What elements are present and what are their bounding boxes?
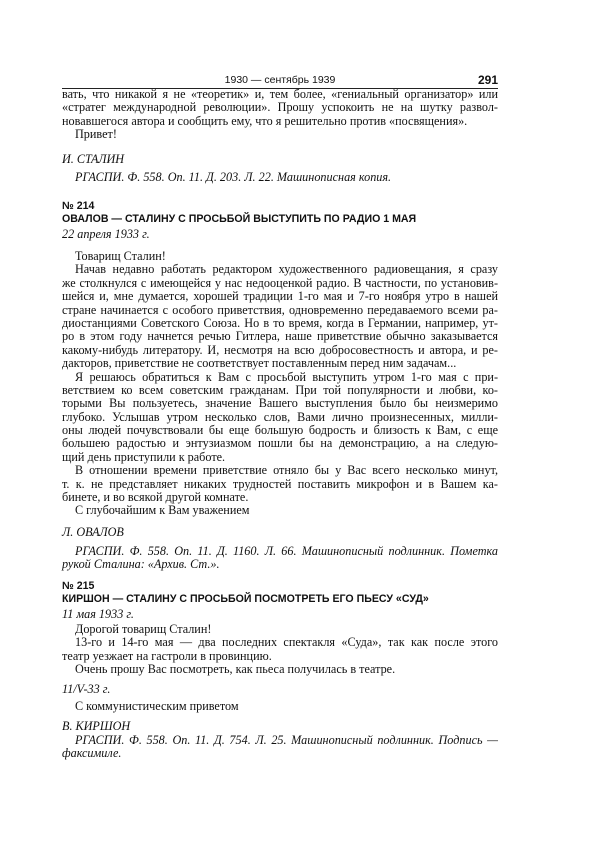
- text-line: ро в этом году начнется речью Гитлера, наше приветствие обычно заказывается: [62, 329, 498, 344]
- text-line: рукой Сталина: «Архив. Ст.».: [62, 557, 220, 572]
- text-line: «стратег международной революции». Прошу успокоить не на шутку развол-: [62, 100, 498, 115]
- paragraph: [62, 250, 498, 518]
- text-line: шейся и, мне думается, хорошей традиции 1-го мая и 7-го ноября утро в нашей: [62, 289, 498, 304]
- text-line: Товарищ Сталин!: [75, 249, 166, 263]
- text-line: ОВАЛОВ — СТАЛИНУ С ПРОСЬБОЙ ВЫСТУПИТЬ ПО РАДИО 1 МАЯ: [62, 213, 417, 225]
- text-line: 22 апреля 1933 г.: [62, 227, 150, 241]
- text-line: С коммунистическим приветом: [75, 699, 239, 713]
- text-line: В. КИРШОН: [62, 719, 131, 733]
- text-line: В отношении времени приветствие отняло бы у Вас всего несколько минут,: [75, 463, 498, 478]
- document-date: [62, 228, 498, 241]
- text-line: диостанциями Советского Союза. Но в то время, когда в Германии, например, ут-: [62, 315, 498, 330]
- document-title: [62, 213, 498, 226]
- text-line: Л. ОВАЛОВ: [62, 525, 124, 539]
- text-line: Очень прошу Вас посмотреть, как пьеса получилась в театре.: [75, 662, 396, 677]
- text-line: большею радостью и энтузиазмом пошли бы на демонстрацию, а на следую-: [62, 436, 498, 451]
- running-header: [62, 74, 498, 87]
- text-line: т. к. не представляет никаких трудностей поставить микрофон и в Вашем ка-: [62, 476, 498, 491]
- signature: [62, 526, 498, 539]
- paragraph: [62, 623, 498, 677]
- text-line: № 214: [62, 200, 95, 212]
- text-line: Привет!: [75, 127, 117, 142]
- text-line: КИРШОН — СТАЛИНУ С ПРОСЬБОЙ ПОСМОТРЕТЬ ЕГО ПЬЕСУ «СУД»: [62, 593, 429, 605]
- text-line: театр уезжает на гастроли в провинцию.: [62, 648, 272, 663]
- text-line: РГАСПИ. Ф. 558. Оп. 11. Д. 1160. Л. 66. Машинописный подлинник. Пометка: [75, 544, 498, 558]
- text-line: же столкнулся с имеющейся у нас недооценкой радио. В частности, по установив-: [62, 275, 498, 290]
- archive-source: [62, 171, 498, 184]
- text-line: 11 мая 1933 г.: [62, 607, 134, 621]
- text-line: Начав недавно работать редактором художественного радиовещания, я сразу: [75, 262, 498, 277]
- text-line: Дорогой товарищ Сталин!: [75, 622, 212, 636]
- text-line: Я решаюсь обратиться к Вам с просьбой выступить утром 1-го мая с при-: [75, 369, 498, 384]
- text-line: РГАСПИ. Ф. 558. Оп. 11. Д. 203. Л. 22. Машинописная копия.: [75, 170, 392, 184]
- signature: [62, 720, 498, 733]
- text-line: вать, что никакой я не «теоретик» и, тем более, «гениальный организатор» или: [62, 87, 498, 101]
- text-line: РГАСПИ. Ф. 558. Оп. 11. Д. 754. Л. 25. Машинописный подлинник. Подпись —: [75, 733, 498, 747]
- text-line: новавшегося автора и сообщить ему, что я решительно против «посвящения».: [62, 113, 468, 128]
- document-number: [62, 580, 498, 593]
- running-title: 1930 — сентябрь 1939: [224, 74, 336, 86]
- document-date: [62, 683, 498, 696]
- text-line: стране начинается с особого приветствия, одновременно передаваемого всеми ра-: [62, 302, 498, 317]
- document-date: [62, 608, 498, 621]
- archive-source: [62, 545, 498, 572]
- text-line: 11/V-33 г.: [62, 682, 111, 696]
- signature: [62, 153, 498, 166]
- document-title: [62, 593, 498, 606]
- text-line: глубоко. Услышав утром несколько слов, Вами лично произнесенных, милли-: [62, 409, 498, 424]
- text-line: факсимиле.: [62, 746, 122, 761]
- text-line: № 215: [62, 580, 95, 592]
- text-line: какому-нибудь литератору. И, несмотря на всю добросовестность и автора, и ре-: [62, 342, 498, 357]
- text-line: торыми Вы пользуетесь, значение Вашего выступления было бы неизмеримо: [62, 396, 498, 411]
- text-line: С глубочайшим к Вам уважением: [75, 503, 250, 518]
- text-line: оны людей почувствовали бы еще большую бодрость и близость к Вам, с еще: [62, 423, 498, 438]
- archive-source: [62, 734, 498, 761]
- page-number: 291: [477, 73, 498, 87]
- text-line: дакторов, приветствие не соответствует поставленным перед ним задачам...: [62, 356, 457, 371]
- text-line: щий день приступили к работе.: [62, 449, 226, 464]
- text-line: 13-го и 14-го мая — два последних спектакля «Суда», так как после этого: [75, 635, 498, 650]
- paragraph: [62, 700, 498, 713]
- paragraph: [62, 88, 498, 142]
- document-number: [62, 200, 498, 213]
- text-line: И. СТАЛИН: [62, 152, 125, 166]
- text-line: бинете, и во всякой другой комнате.: [62, 490, 249, 505]
- text-line: ветствием ко всем советским гражданам. При той популярности и любви, ко-: [62, 382, 498, 397]
